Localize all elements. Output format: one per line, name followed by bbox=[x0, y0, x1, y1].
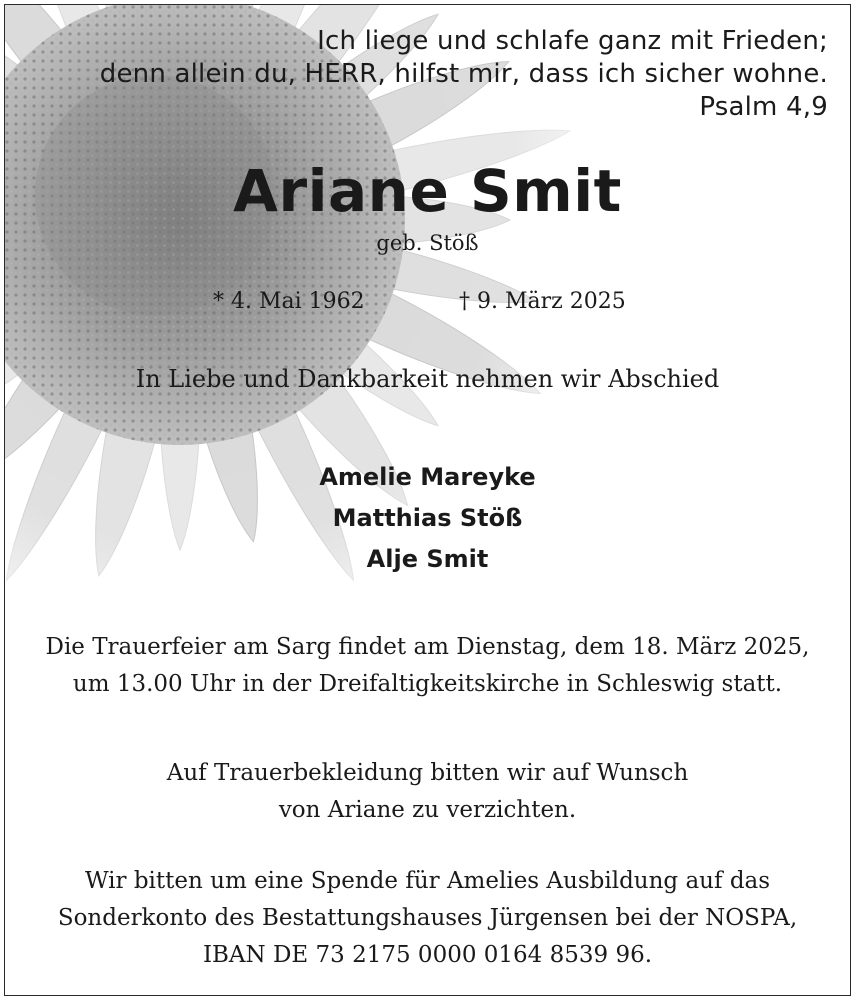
bible-verse bbox=[100, 25, 828, 124]
donation-line: Sonderkonto des Bestattungshauses Jürgensen bei der NOSPA, bbox=[57, 905, 798, 931]
service-line: um 13.00 Uhr in der Dreifaltigkeitskirche in Schleswig statt. bbox=[72, 671, 783, 697]
mourners-list bbox=[5, 457, 850, 580]
obituary-notice bbox=[4, 4, 851, 996]
funeral-service-info bbox=[5, 629, 850, 703]
mourner-name: Amelie Mareyke bbox=[319, 463, 536, 491]
life-dates bbox=[5, 289, 850, 319]
attire-line: Auf Trauerbekleidung bitten wir auf Wunsch bbox=[166, 760, 689, 786]
service-line: Die Trauerfeier am Sarg findet am Dienstag, dem 18. März 2025, bbox=[45, 634, 810, 660]
verse-reference: Psalm 4,9 bbox=[699, 92, 828, 122]
death-date: † 9. März 2025 bbox=[459, 289, 626, 314]
birth-name: geb. Stöß bbox=[376, 231, 479, 255]
deceased-name: Ariane Smit bbox=[233, 157, 622, 225]
verse-line: Ich liege und schlafe ganz mit Frieden; bbox=[317, 26, 828, 56]
donation-iban: IBAN DE 73 2175 0000 0164 8539 96. bbox=[202, 942, 653, 968]
mourner-name: Alje Smit bbox=[366, 545, 489, 573]
verse-line: denn allein du, HERR, hilfst mir, dass ich sicher wohne. bbox=[99, 59, 828, 89]
attire-line: von Ariane zu verzichten. bbox=[278, 797, 577, 823]
donation-line: Wir bitten um eine Spende für Amelies Ausbildung auf das bbox=[84, 868, 771, 894]
donation-request bbox=[5, 863, 850, 974]
mourner-name: Matthias Stöß bbox=[332, 504, 523, 532]
attire-request bbox=[5, 755, 850, 829]
birth-date: * 4. Mai 1962 bbox=[213, 289, 365, 314]
farewell-text: In Liebe und Dankbarkeit nehmen wir Abschied bbox=[135, 365, 720, 393]
